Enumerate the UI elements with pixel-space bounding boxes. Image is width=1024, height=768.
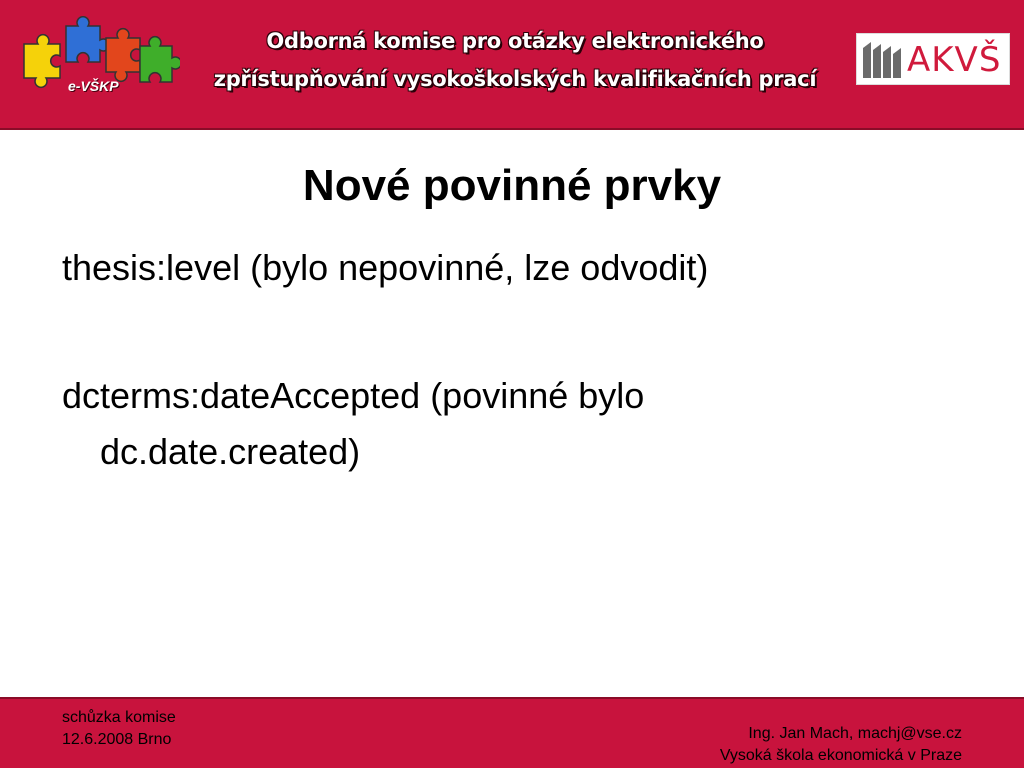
footer-meeting-date: 12.6.2008 Brno	[62, 731, 172, 748]
bullet-item	[62, 368, 644, 480]
header-banner	[0, 0, 1024, 130]
akvs-logo	[856, 33, 1010, 85]
books-icon	[861, 38, 905, 80]
footer-author: Ing. Jan Mach, machj@vse.cz	[748, 725, 962, 742]
footer-author-info	[720, 723, 962, 767]
bullet-text-continuation: dc.date.created)	[100, 431, 361, 472]
bullet-text: dcterms:dateAccepted (povinné bylo	[62, 375, 645, 416]
evskp-logo	[20, 16, 180, 120]
committee-title-line-1: Odborná komise pro otázky elektronického	[266, 29, 764, 53]
footer-institution: Vysoká škola ekonomická v Praze	[719, 747, 962, 764]
footer-meeting-name: schůzka komise	[62, 709, 176, 726]
akvs-logo-text: AKVŠ	[907, 40, 1002, 80]
logo-text: e-VŠKP	[68, 78, 119, 94]
committee-title-line-2: zpřístupňování vysokoškolských kvalifikačních prací	[213, 67, 817, 91]
slide-title: Nové povinné prvky	[302, 161, 722, 210]
footer-bar	[0, 697, 1024, 768]
committee-title	[185, 22, 845, 98]
puzzle-logo-icon	[20, 16, 180, 120]
bullet-text: thesis:level (bylo nepovinné, lze odvodit)	[62, 247, 709, 288]
footer-meeting-info	[62, 707, 176, 751]
bullet-item	[62, 240, 708, 296]
